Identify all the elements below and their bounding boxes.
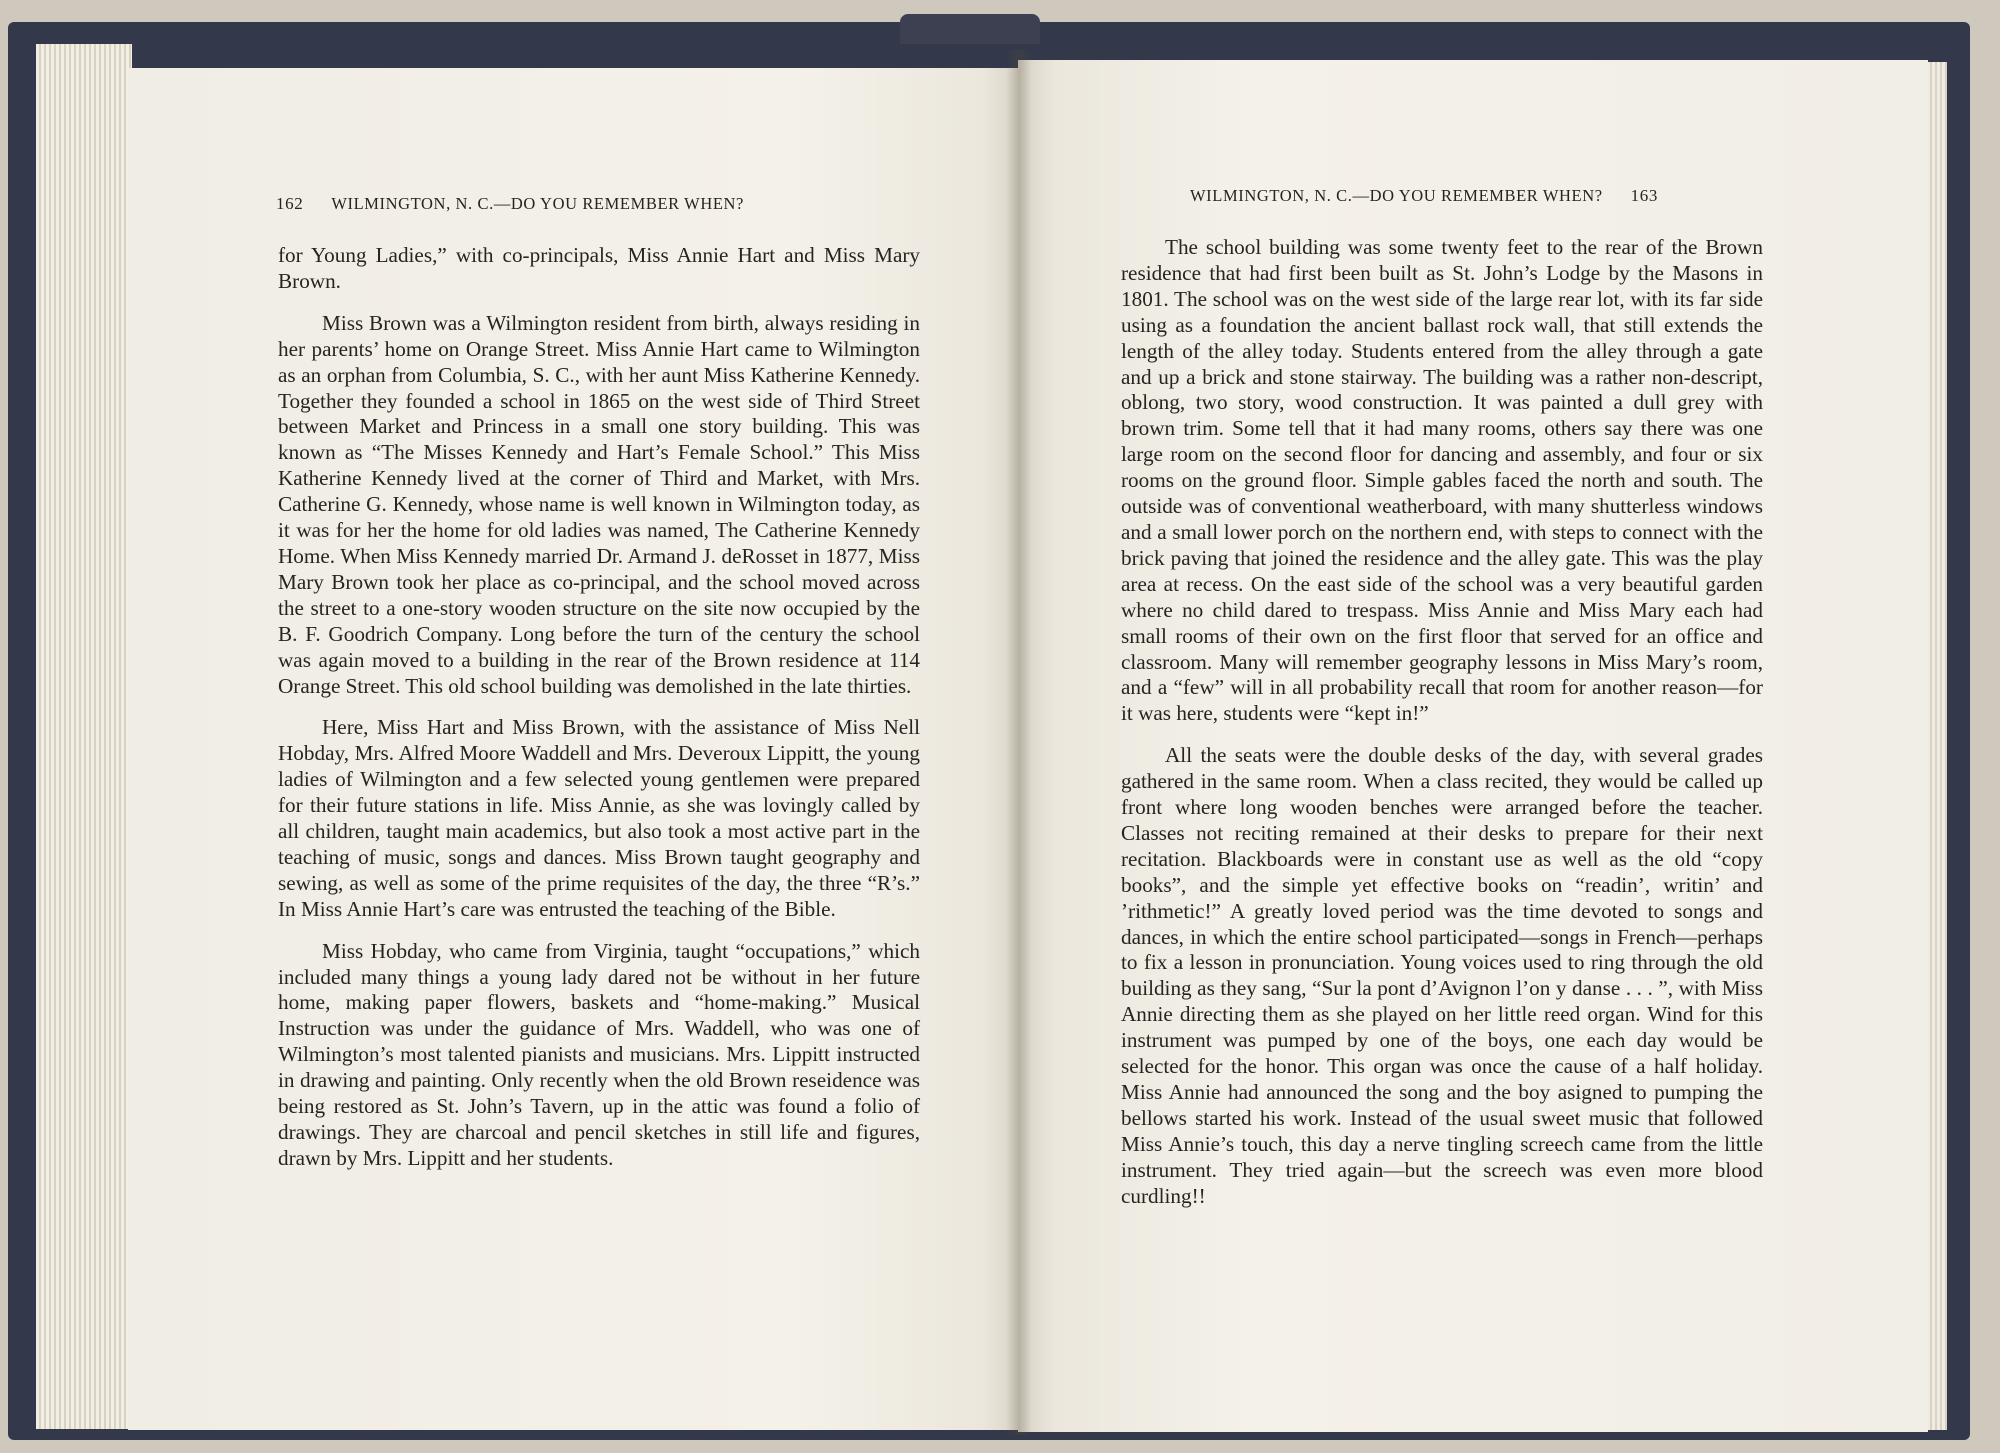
paragraph: Here, Miss Hart and Miss Brown, with the assistance of Miss Nell Hobday, Mrs. Alfred Moore Waddell and Mrs. Deveroux Lippitt, the young ladies of Wilmington and a few selected young gentlemen were prepared for their future stations in life. Miss Annie, as she was lovingly called by all children, taught main academics, but also took a most active part in the teaching of music, songs and dances. Miss Brown taught geography and sewing, as well as some of the prime requisites of the day, the three “R’s.” In Miss Annie Hart’s care was entrusted the teaching of the Bible. [278,715,920,921]
paragraph: for Young Ladies,” with co-principals, Miss Annie Hart and Miss Mary Brown. [278,243,920,293]
left-page-body [278,243,920,1188]
book-headband [900,14,1040,44]
paragraph: The school building was some twenty feet to the rear of the Brown residence that had first been built as St. John’s Lodge by the Masons in 1801. The school was on the west side of the large rear lot, with its far side using as a foundation the ancient ballast rock wall, that still extends the length of the alley today. Students entered from the alley through a gate and up a brick and stone stairway. The building was a rather non-descript, oblong, two story, wood construction. It was painted a dull grey with brown trim. Some tell that it had many rooms, others say there was one large room on the second floor for dancing and assembly, and four or six rooms on the ground floor. Simple gables faced the north and south. The outside was of conventional weatherboard, with many shutterless windows and a small lower porch on the northern end, with steps to connect with the brick paving that joined the residence and the alley gate. This was the play area at recess. On the east side of the school was a very beautiful garden where no child dared to trespass. Miss Annie and Miss Mary each had small rooms of their own on the first floor that served for an office and classroom. Many will remember geography lessons in Miss Mary’s room, and a “few” will in all probability recall that room for another reason—for it was here, students were “kept in!” [1121,235,1763,726]
page-number-left: 162 [276,194,304,213]
book-gutter [1006,50,1032,1435]
page-edges-left [36,44,132,1429]
right-page-body [1121,235,1763,1226]
running-head-title-right: WILMINGTON, N. C.—DO YOU REMEMBER WHEN? [1190,186,1603,205]
left-page [128,68,1018,1430]
paragraph: Miss Hobday, who came from Virginia, taught “occupations,” which included many things a young lady dared not be without in her future home, making paper flowers, baskets and “home-making.” Musical Instruction was under the guidance of Mrs. Waddell, who was one of Wilmington’s most talented pianists and musicians. Mrs. Lippitt instructed in drawing and painting. Only recently when the old Brown reseidence was being restored as St. John’s Tavern, up in the attic was found a folio of drawings. They are charcoal and pencil sketches in still life and figures, drawn by Mrs. Lippitt and her students. [278,938,920,1170]
right-page [1018,60,1928,1432]
paragraph: Miss Brown was a Wilmington resident from birth, always residing in her parents’ home on Orange Street. Miss Annie Hart came to Wilmington as an orphan from Columbia, S. C., with her aunt Miss Katherine Kennedy. Together they founded a school in 1865 on the west side of Third Street between Market and Princess in a small one story building. This was known as “The Misses Kennedy and Hart’s Female School.” This Miss Katherine Kennedy lived at the corner of Third and Market, with Mrs. Catherine G. Kennedy, whose name is well known in Wilmington today, as it was for her the home for old ladies was named, The Catherine Kennedy Home. When Miss Kennedy married Dr. Armand J. deRosset in 1877, Miss Mary Brown took her place as co-principal, and the school moved across the street to a one-story wooden structure on the site now occupied by the B. F. Goodrich Company. Long before the turn of the century the school was again moved to a building in the rear of the Brown residence at 114 Orange Street. This old school building was demolished in the late thirties. [278,310,920,698]
right-running-head [1190,184,1658,208]
paragraph: All the seats were the double desks of the day, with several grades gathered in the same room. When a class recited, they would be called up front where long wooden benches were arranged before the teacher. Classes not reciting remained at their desks to prepare for their next recitation. Blackboards were in constant use as well as the old “copy books”, and the simple yet effective books on “readin’, writin’ and ’rithmetic!” A greatly loved period was the time devoted to songs and dances, in which the entire school participated—songs in French—perhaps to fix a lesson in pronunciation. Young voices used to ring through the old building as they sang, “Sur la pont d’Avignon l’on y danse . . . ”, with Miss Annie directing them as she played on her little reed organ. Wind for this instrument was pumped by one of the boys, one each day would be selected for the honor. This organ was once the cause of a half holiday. Miss Annie had announced the song and the boy asigned to pumping the bellows started his work. Instead of the usual sweet music that followed Miss Annie’s touch, this day a nerve tingling screech came from the little instrument. They tried again—but the screech was even more blood curdling!! [1121,743,1763,1208]
page-edges-right [1925,62,1947,1430]
page-number-right: 163 [1630,186,1658,205]
left-running-head [276,192,744,216]
running-head-title-left: WILMINGTON, N. C.—DO YOU REMEMBER WHEN? [331,194,744,213]
